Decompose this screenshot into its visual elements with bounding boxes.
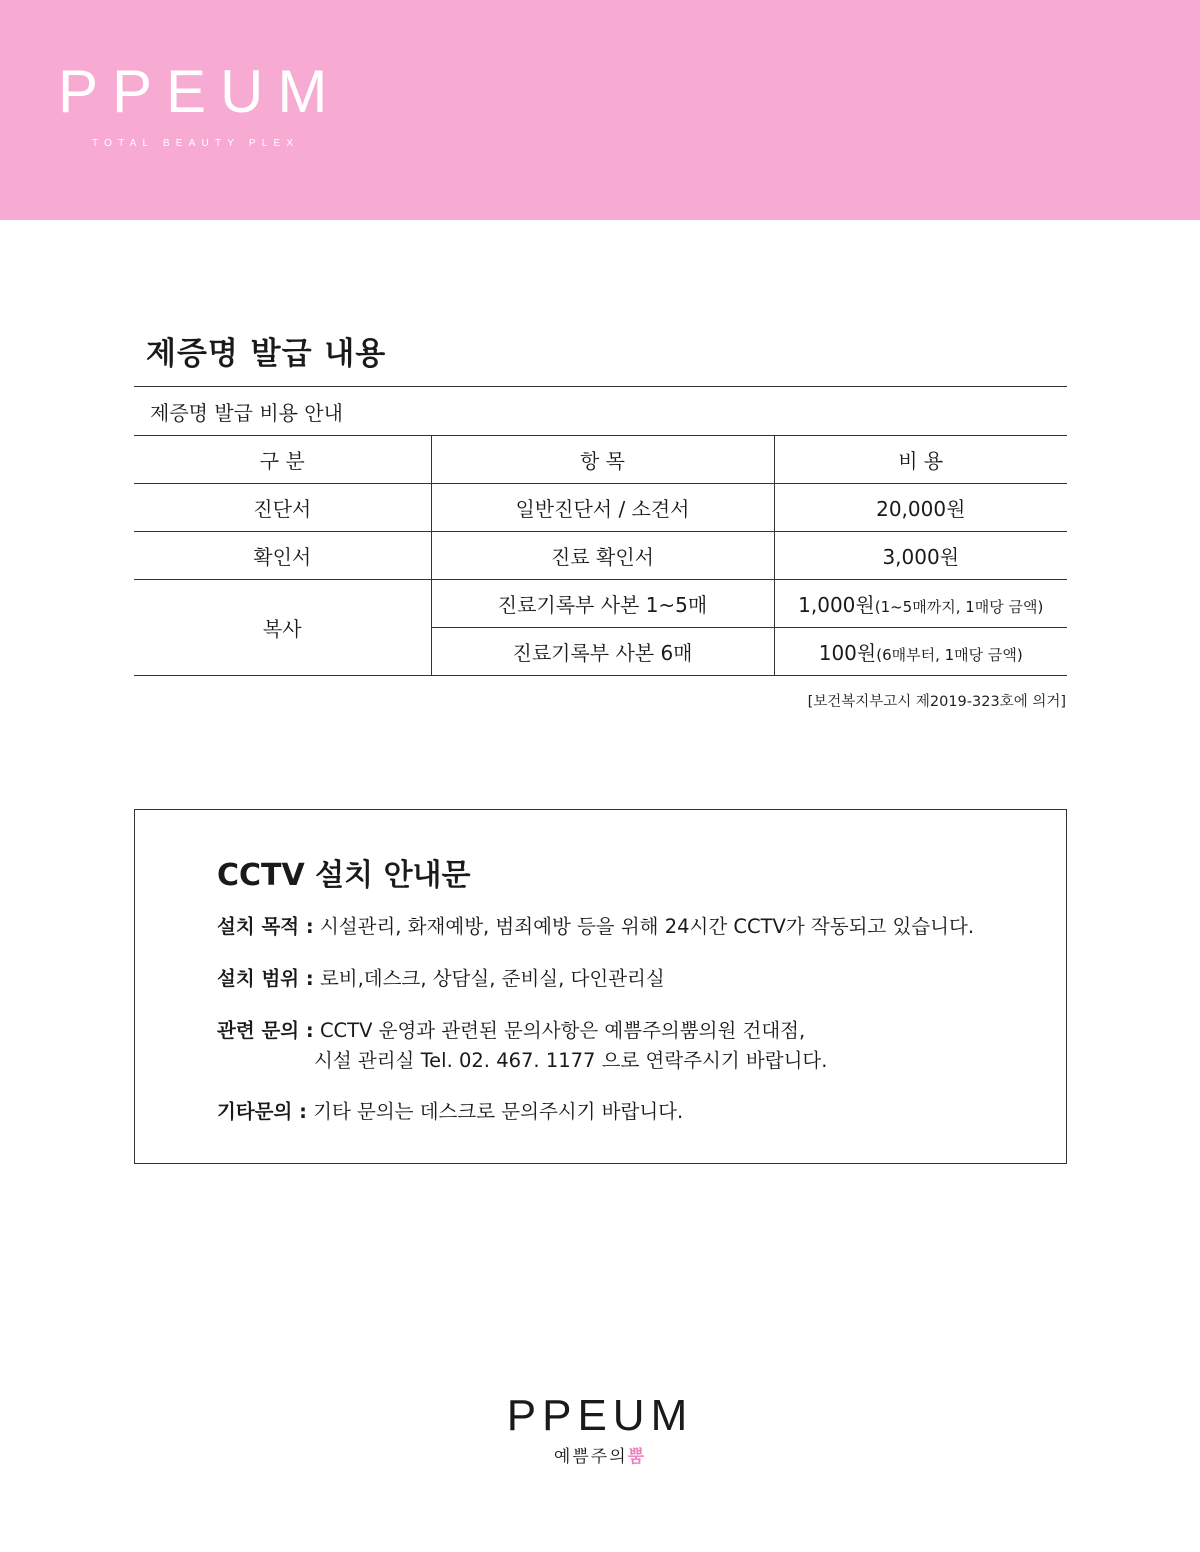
cctv-range-text: 로비,데스크, 상담실, 준비실, 다인관리실 bbox=[319, 967, 665, 990]
table-row bbox=[134, 532, 1067, 580]
table-row bbox=[134, 484, 1067, 532]
column-header-category: 구 분 bbox=[134, 436, 431, 484]
row-category: 확인서 bbox=[134, 532, 431, 580]
fee-note: (6매부터, 1매당 금액) bbox=[876, 646, 1023, 664]
cctv-inquiry-label: 관련 문의 : bbox=[217, 1019, 314, 1042]
row-fee bbox=[774, 532, 1067, 580]
cctv-inquiry-text-line1: CCTV 운영과 관련된 문의사항은 예쁨주의뿜의원 건대점, bbox=[319, 1019, 806, 1042]
table-header-row bbox=[134, 436, 1067, 484]
row-item: 진료 확인서 bbox=[431, 532, 774, 580]
row-item: 진료기록부 사본 6매 bbox=[431, 628, 774, 676]
cctv-purpose-text: 시설관리, 화재예방, 범죄예방 등을 위해 24시간 CCTV가 작동되고 있습니다. bbox=[319, 915, 975, 938]
footer-logo: PPEUM bbox=[506, 1391, 694, 1440]
fee-table bbox=[134, 386, 1067, 676]
column-header-item: 항 목 bbox=[431, 436, 774, 484]
footer-tagline-accent: 뿜 bbox=[627, 1447, 647, 1467]
cctv-notice-box bbox=[134, 809, 1067, 1164]
footer-tagline bbox=[0, 1442, 1200, 1467]
fee-amount: 1,000원 bbox=[798, 593, 875, 617]
cctv-inquiry-text-line2: 시설 관리실 Tel. 02. 467. 1177 으로 연락주시기 바랍니다. bbox=[314, 1049, 828, 1072]
certificates-title: 제증명 발급 내용 bbox=[146, 336, 387, 372]
cctv-purpose-label: 설치 목적 : bbox=[217, 915, 314, 938]
fee-note: (1~5매까지, 1매당 금액) bbox=[874, 598, 1044, 616]
row-item: 일반진단서 / 소견서 bbox=[431, 484, 774, 532]
cctv-inquiry bbox=[217, 1016, 827, 1076]
cctv-purpose bbox=[217, 912, 974, 942]
cctv-other-label: 기타문의 : bbox=[217, 1100, 307, 1123]
table-row bbox=[134, 580, 1067, 628]
row-category: 진단서 bbox=[134, 484, 431, 532]
footer-tagline-prefix: 예쁨주의 bbox=[553, 1447, 628, 1467]
fee-amount: 3,000원 bbox=[882, 545, 960, 569]
table-caption-row bbox=[134, 387, 1067, 436]
cctv-range bbox=[217, 964, 665, 994]
fee-amount: 100원 bbox=[818, 641, 877, 665]
row-fee bbox=[774, 628, 1067, 676]
brand-logo: PPEUM bbox=[58, 58, 342, 125]
table-caption: 제증명 발급 비용 안내 bbox=[134, 387, 1067, 436]
fee-amount: 20,000원 bbox=[876, 497, 966, 521]
cctv-other bbox=[217, 1097, 683, 1127]
row-fee bbox=[774, 580, 1067, 628]
row-fee bbox=[774, 484, 1067, 532]
column-header-fee: 비 용 bbox=[774, 436, 1067, 484]
cctv-range-label: 설치 범위 : bbox=[217, 967, 314, 990]
cctv-other-text: 기타 문의는 데스크로 문의주시기 바랍니다. bbox=[313, 1100, 684, 1123]
row-item: 진료기록부 사본 1~5매 bbox=[431, 580, 774, 628]
source-note: [보건복지부고시 제2019-323호에 의거] bbox=[807, 694, 1066, 710]
brand-tagline: TOTAL BEAUTY PLEX bbox=[92, 138, 300, 149]
header-band bbox=[0, 0, 1200, 220]
cctv-title: CCTV 설치 안내문 bbox=[217, 858, 471, 893]
row-category: 복사 bbox=[134, 580, 431, 676]
